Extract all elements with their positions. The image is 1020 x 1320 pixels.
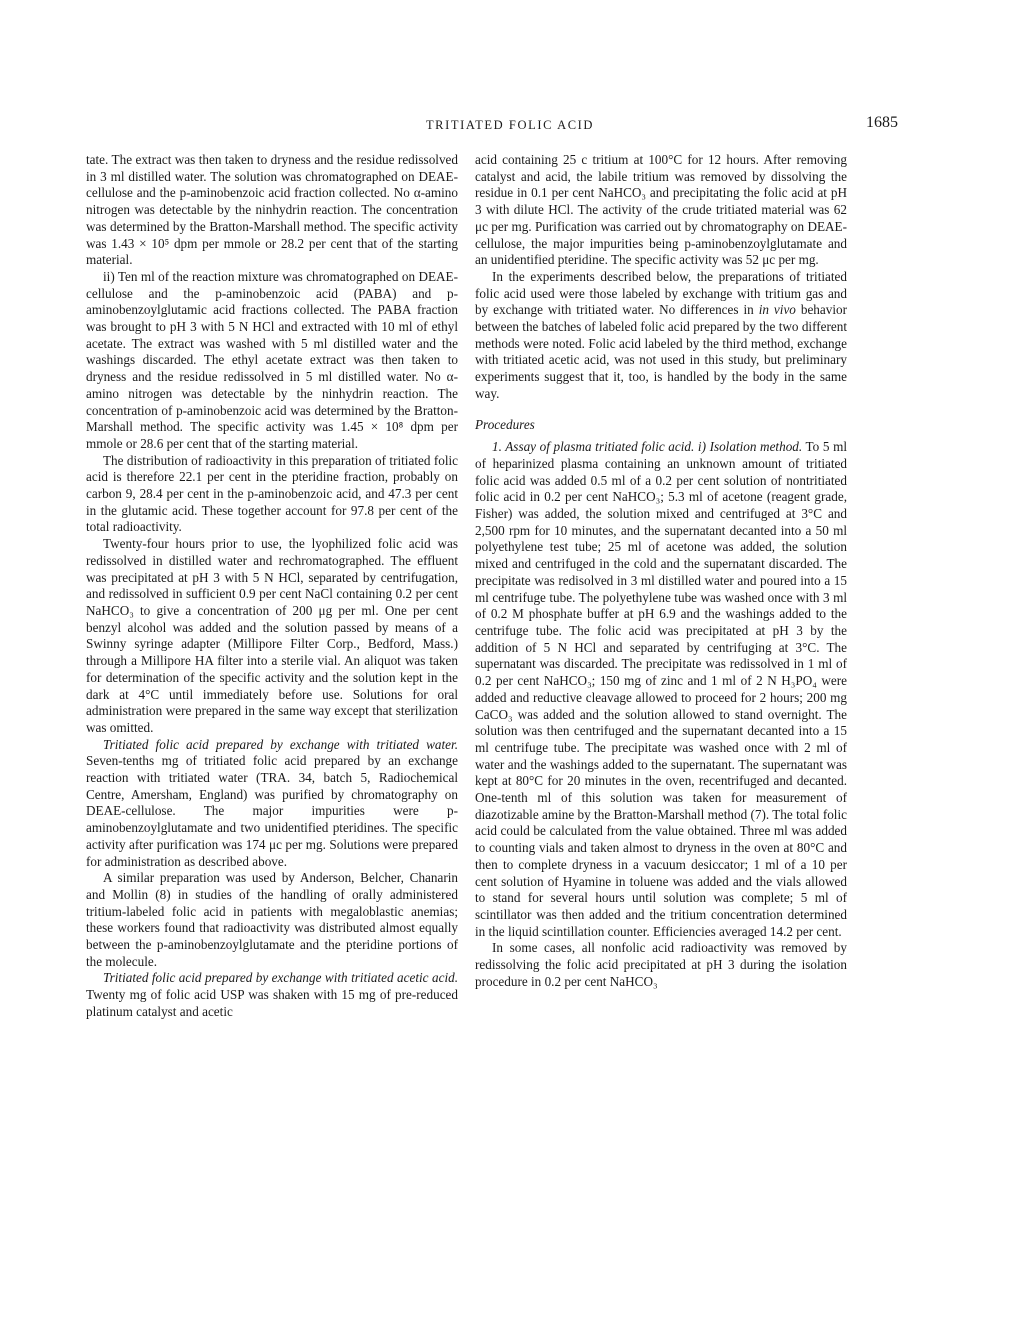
subheading: Tritiated folic acid prepared by exchange with tritiated water. [103,736,458,752]
paragraph [86,737,458,871]
subheading: 1. Assay of plasma tritiated folic acid. i) Isolation method. [492,439,803,455]
paragraph: ii) Ten ml of the reaction mixture was chromatographed on DEAE-cellulose and the p-aminobenzoic acid (PABA) and p-aminobenzoylglutamic acid fractions collected. The PABA fraction was brought to pH 3 with 5 N HCl and extracted with 10 ml of ethyl acetate. The extract was washed with 5 ml distilled water and the washings discarded. The ethyl acetate extract was then taken to dryness and the residue redissolved in 5 ml distilled water. No α-amino nitrogen was detectable by the ninhydrin reaction. The concentration of p-aminobenzoic acid was determined by the Bratton-Marshall method. The specific activity was 1.45 × 10⁸ dpm per mmole or 28.6 per cent that of the starting material. [86,268,458,451]
emphasis: in vivo [758,302,796,318]
paragraph-text: Twenty mg of folic acid USP was shaken with 15 mg of pre-reduced platinum catalyst and acetic [86,987,458,1019]
section-heading: Procedures [475,416,535,432]
left-column [86,152,458,1021]
paragraph [86,970,458,1020]
paragraph-text: Seven-tenths mg of tritiated folic acid prepared by an exchange reaction with tritiated water (TRA. 34, batch 5, Radiochemical Centre, Amersham, England) was purified by chromatography on DEAE-cellulose. The major impurities were p-aminobenzoylglutamate and two unidentified pteridines. The specific activity after purification was 174 μc per mg. Solutions were prepared for administration as described above. [86,753,458,869]
subheading: Tritiated folic acid prepared by exchange with tritiated acetic acid. [103,970,458,986]
paragraph-text: behavior between the batches of labeled folic acid prepared by the two different methods were noted. Folic acid labeled by the third method, exchange with tritiated acetic acid, was not used in this study, but preliminary experiments suggest that it, too, is handled by the body in the same way. [475,302,847,401]
paragraph: acid containing 25 c tritium at 100°C for 12 hours. After removing catalyst and acid, the labile tritium was removed by dissolving the residue in 0.1 per cent NaHCO₃ and precipitating the folic acid at pH 3 with dilute HCl. The activity of the crude tritiated material was 62 μc per mg. Purification was carried out by chromatography on DEAE-cellulose, the major impurities being p-aminobenzoylglutamate and an unidentified pteridine. The specific activity was 52 μc per mg. [475,152,847,268]
paragraph: A similar preparation was used by Anderson, Belcher, Chanarin and Mollin (8) in studies of the handling of orally administered tritium-labeled folic acid in patients with megaloblastic anemias; these workers found that radioactivity was distributed almost equally between the p-aminobenzoylglutamate and the pteridine portions of the molecule. [86,870,458,969]
paragraph: The distribution of radioactivity in this preparation of tritiated folic acid is therefore 22.1 per cent in the pteridine fraction, probably on carbon 9, 28.4 per cent in the p-aminobenzoic acid, and 47.3 per cent in the glutamic acid. These together account for 97.8 per cent of the total radioactivity. [86,452,458,535]
paragraph [475,269,847,403]
paragraph: Twenty-four hours prior to use, the lyophilized folic acid was redissolved in distilled water and rechromatographed. The effluent was precipitated at pH 3 with 5 N HCl, separated by centrifugation, and redissolved in sufficient 0.9 per cent NaCl containing 0.2 per cent NaHCO₃ to give a concentration of 200 μg per ml. One per cent benzyl alcohol was added and the solution passed by means of a Swinny syringe adapter (Millipore Filter Corp., Bedford, Mass.) through a Millipore HA filter into a sterile vial. An aliquot was taken for determination of the specific activity and the solution kept in the dark at 4°C until immediately before use. Solutions for oral administration were prepared in the same way except that sterilization was omitted. [86,536,458,735]
paragraph-text: To 5 ml of heparinized plasma containing an unknown amount of tritiated folic acid was added 0.5 ml of a 0.2 per cent solution of nontritiated folic acid in 0.2 per cent NaHCO₃; 5.3 ml of acetone (reagent grade, Fisher) was added, the solution mixed and centrifuged at 3°C and 2,500 rpm for 10 minutes, and the supernatant decanted into a 50 ml polyethylene test tube; 25 ml of acetone was added, the solution mixed and centrifuged in the cold and the supernatant discarded. The precipitate was redisolved in 3 ml distilled water and poured into a 15 ml centrifuge tube. The polyethylene tube was washed once with 3 ml of 0.2 M phosphate buffer at pH 6.9 and the washings added to the centrifuge tube. The folic acid was precipitated at pH 3 by the addition of 5 N HCl and separated by centrifuging at 3°C. The supernatant was discarded. The precipitate was redissolved in 1 ml of 0.2 per cent NaHCO₃; 150 mg of zinc and 1 ml of 2 N H₃PO₄ were added and reductive cleavage allowed to proceed for 2 hours; 200 mg CaCO₃ was added and the solution allowed to stand overnight. The solution was then centrifuged and the supernatant decanted into a 15 ml centrifuge tube. The precipitate was washed once with 2 ml of water and the washings added to the supernatant. The supernatant was kept at 80°C for 20 minutes in the oven, recentrifuged and decanted. One-tenth ml of this solution was taken for measurement of diazotizable amine by the Bratton-Marshall method (7). The total folic acid could be calculated from the value obtained. Three ml was added to counting vials and taken almost to dryness in the oven at 80°C and then to complete dryness in a vacuum desiccator; 1 ml of a 10 per cent solution of Hyamine in toluene was added and the vials allowed to stand for several hours until solution was complete; 5 ml of scintillator was then added and the tritium concentration determined in the liquid scintillation counter. Efficiencies averaged 14.2 per cent. [475,439,847,939]
right-column [475,152,847,990]
paragraph [475,439,847,940]
paragraph: tate. The extract was then taken to dryness and the residue redissolved in 3 ml distilled water. The solution was chromatographed on DEAE-cellulose and the p-aminobenzoic acid fraction collected. No α-amino nitrogen was detectable by the ninhydrin reaction. The concentration was determined by the Bratton-Marshall method. The specific activity was 1.43 × 10⁵ dpm per mmole or 28.2 per cent that of the starting material. [86,152,458,268]
paragraph-text: In the experiments described below, the preparations of tritiated folic acid used were those labeled by exchange with tritium gas and by exchange with tritiated water. No differences in [475,268,847,318]
running-title: TRITIATED FOLIC ACID [425,118,595,132]
page-header [0,114,1020,142]
paragraph: In some cases, all nonfolic acid radioactivity was removed by redissolving the folic acid precipitated at pH 3 during the isolation procedure in 0.2 per cent NaHCO₃ [475,940,847,989]
page-number: 1685 [866,114,898,131]
